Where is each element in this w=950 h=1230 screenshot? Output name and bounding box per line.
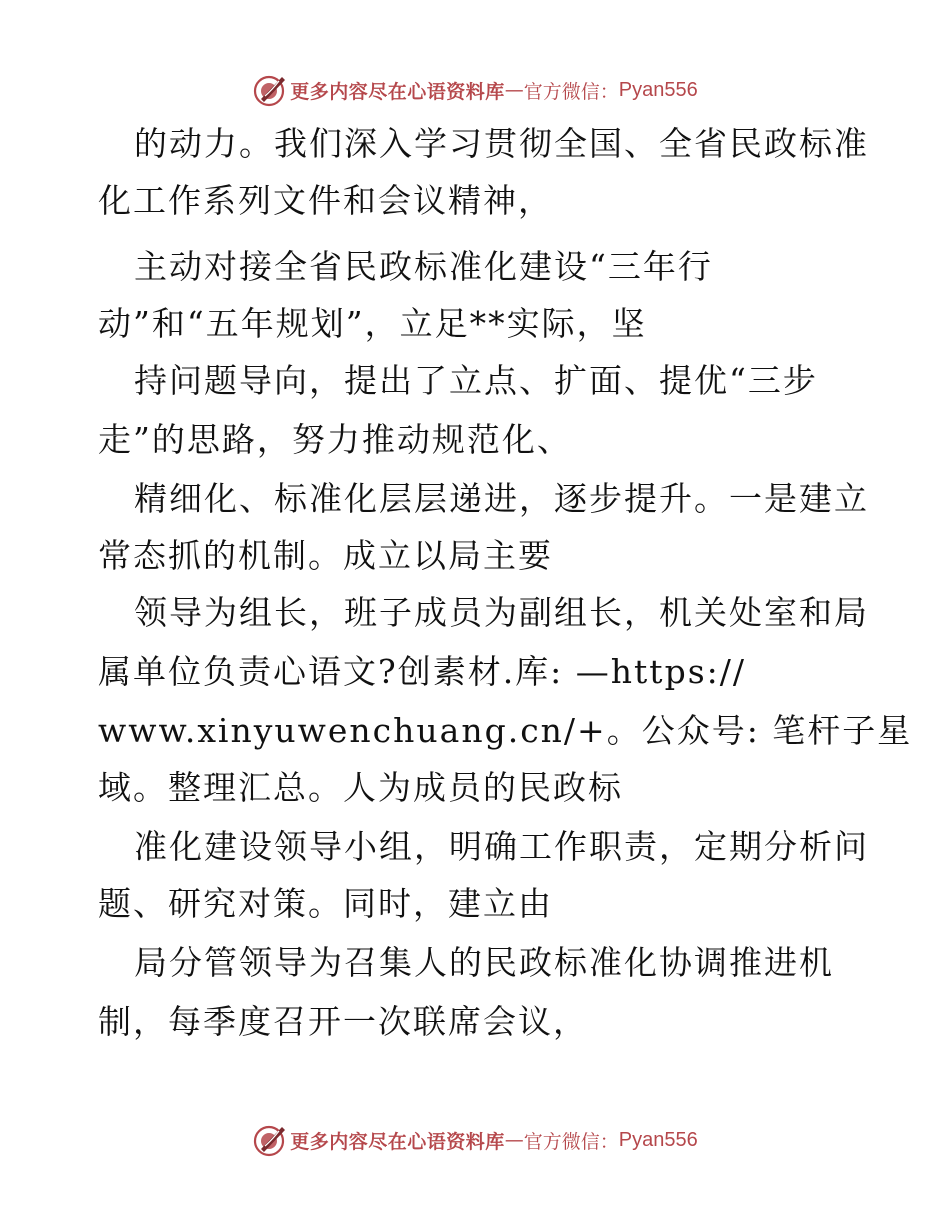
header-wechat-label: 官方微信： — [523, 80, 619, 103]
text-line: 走”的思路，努力推动规范化、 — [98, 420, 572, 459]
header-separator: — — [504, 79, 524, 101]
text-line: www.xinyuwenchuang.cn/+。公众号: 笔杆子星 — [98, 711, 913, 750]
quill-seal-icon — [252, 1122, 288, 1158]
text-line: 常态抓的机制。成立以局主要 — [98, 536, 553, 575]
text-line: 属单位负责心语文?创素材.库: —https:// — [98, 652, 746, 691]
text-line: 领导为组长，班子成员为副组长，机关处室和局 — [134, 593, 869, 632]
text-line: 动”和“五年规划”，立足**实际，坚 — [98, 304, 647, 343]
text-line: 局分管领导为召集人的民政标准化协调推进机 — [134, 943, 834, 982]
header-wechat-id: Pyan556 — [618, 78, 698, 101]
text-line: 的动力。我们深入学习贯彻全国、全省民政标准 — [134, 124, 869, 163]
text-line: 题、研究对策。同时，建立由 — [98, 884, 553, 923]
text-line: 制，每季度召开一次联席会议， — [98, 1002, 588, 1041]
header-banner — [0, 70, 950, 110]
footer-separator: — — [504, 1129, 524, 1151]
text-line: 主动对接全省民政标准化建设“三年行 — [134, 247, 713, 286]
footer-wechat-label: 官方微信： — [523, 1130, 619, 1153]
text-line: 持问题导向，提出了立点、扩面、提优“三步 — [134, 361, 818, 400]
text-line: 化工作系列文件和会议精神， — [98, 181, 553, 220]
footer-banner — [0, 1120, 950, 1160]
footer-brand: 更多内容尽在心语资料库 — [290, 1130, 505, 1153]
text-line: 域。整理汇总。人为成员的民政标 — [98, 768, 623, 807]
text-line: 精细化、标准化层层递进，逐步提升。一是建立 — [134, 479, 869, 518]
text-line: 准化建设领导小组，明确工作职责，定期分析问 — [134, 827, 869, 866]
header-brand: 更多内容尽在心语资料库 — [290, 80, 505, 103]
footer-wechat-id: Pyan556 — [618, 1128, 698, 1151]
quill-seal-icon — [252, 72, 288, 108]
